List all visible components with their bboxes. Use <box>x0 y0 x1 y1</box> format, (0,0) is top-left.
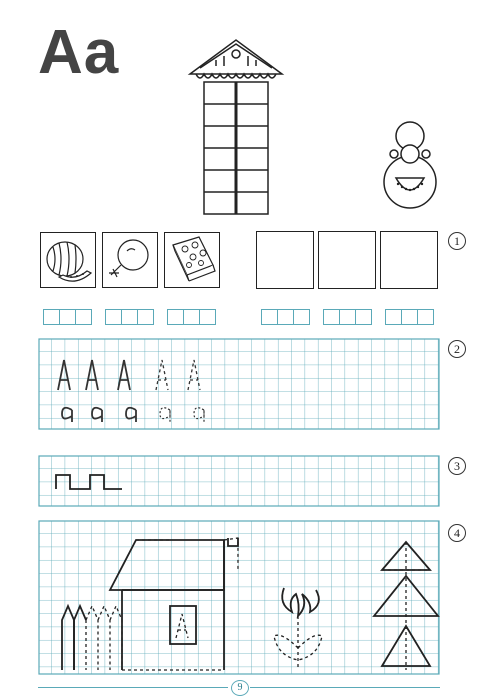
page-number: 9 <box>231 680 249 696</box>
tower-drawing <box>186 38 286 218</box>
task-number-3: 3 <box>448 457 466 475</box>
book-icon <box>165 233 218 286</box>
drawing-grid-house[interactable] <box>38 520 441 676</box>
doll-drawing <box>380 120 440 212</box>
task-number-2: 2 <box>448 340 466 358</box>
page-title-letters: Aa <box>38 18 120 87</box>
sound-scheme-3[interactable] <box>168 309 216 325</box>
writing-grid-pattern[interactable] <box>38 455 441 508</box>
answer-box-2[interactable] <box>318 231 376 289</box>
footer-line-left <box>38 687 228 688</box>
sound-scheme-6[interactable] <box>386 309 434 325</box>
sound-scheme-1[interactable] <box>44 309 92 325</box>
picture-box-watermelon <box>40 232 96 288</box>
watermelon-icon <box>41 233 94 286</box>
sound-scheme-5[interactable] <box>324 309 372 325</box>
orange-icon <box>103 233 156 286</box>
writing-grid-letters[interactable] <box>38 338 441 431</box>
sound-scheme-4[interactable] <box>262 309 310 325</box>
answer-box-3[interactable] <box>380 231 438 289</box>
task-number-1: 1 <box>448 232 466 250</box>
footer-line-right <box>250 687 440 688</box>
picture-box-book <box>164 232 220 288</box>
answer-box-1[interactable] <box>256 231 314 289</box>
sound-scheme-2[interactable] <box>106 309 154 325</box>
picture-box-orange <box>102 232 158 288</box>
task-number-4: 4 <box>448 524 466 542</box>
